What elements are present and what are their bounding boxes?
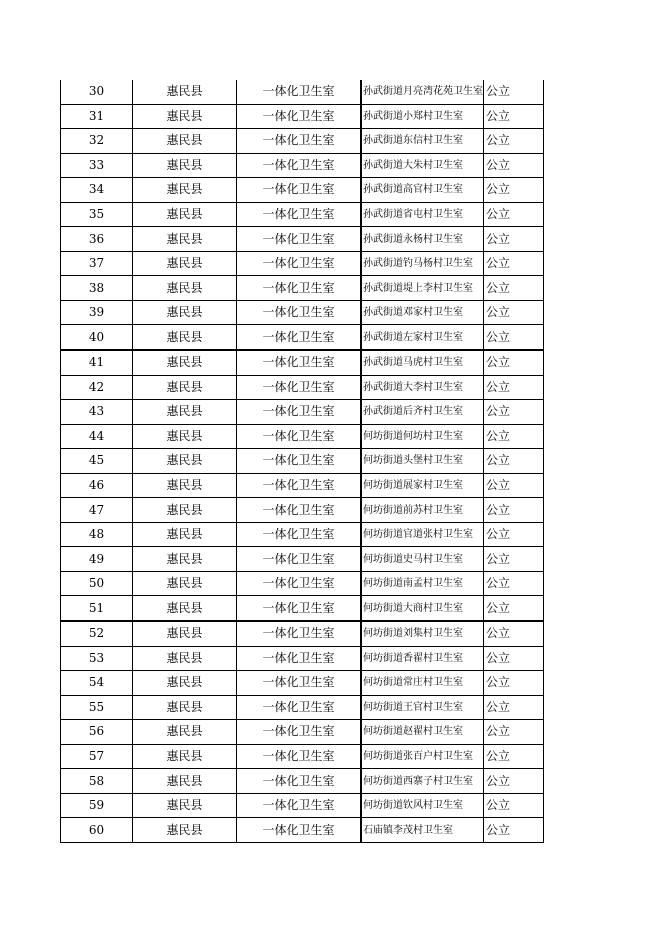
county-cell: 惠民县: [133, 227, 237, 252]
facility-type-cell: 一体化卫生室: [237, 104, 362, 129]
facility-type-cell: 一体化卫生室: [237, 350, 362, 375]
clinic-name-cell: 何坊街道史马村卫生室: [361, 547, 484, 572]
table-row: [61, 129, 544, 154]
row-number-cell: 55: [61, 695, 133, 720]
ownership-cell: 公立: [484, 375, 544, 400]
facility-type-cell: 一体化卫生室: [237, 596, 362, 621]
row-number-cell: 43: [61, 400, 133, 425]
county-cell: 惠民县: [133, 695, 237, 720]
facility-type-cell: 一体化卫生室: [237, 473, 362, 498]
ownership-cell: 公立: [484, 400, 544, 425]
county-cell: 惠民县: [133, 498, 237, 523]
facility-type-cell: 一体化卫生室: [237, 449, 362, 474]
ownership-cell: 公立: [484, 178, 544, 203]
ownership-cell: 公立: [484, 80, 544, 104]
clinic-name-cell: 何坊街道大商村卫生室: [361, 596, 484, 621]
table-row: [61, 300, 544, 325]
ownership-cell: 公立: [484, 547, 544, 572]
row-number-cell: 47: [61, 498, 133, 523]
facility-type-cell: 一体化卫生室: [237, 276, 362, 301]
row-number-cell: 48: [61, 522, 133, 547]
clinic-name-cell: 何坊街道王官村卫生室: [361, 695, 484, 720]
clinic-name-cell: 何坊街道刘集村卫生室: [361, 621, 484, 646]
county-cell: 惠民县: [133, 671, 237, 696]
ownership-cell: 公立: [484, 571, 544, 596]
clinic-name-cell: 孙武街道左家村卫生室: [361, 325, 484, 350]
table-row: [61, 400, 544, 425]
clinic-name-cell: 孙武街道后齐村卫生室: [361, 400, 484, 425]
row-number-cell: 32: [61, 129, 133, 154]
clinic-name-cell: 孙武街道东信村卫生室: [361, 129, 484, 154]
ownership-cell: 公立: [484, 720, 544, 745]
clinic-name-cell: 何坊街道头堡村卫生室: [361, 449, 484, 474]
row-number-cell: 37: [61, 251, 133, 276]
table-row: [61, 227, 544, 252]
ownership-cell: 公立: [484, 671, 544, 696]
facility-type-cell: 一体化卫生室: [237, 300, 362, 325]
clinic-name-cell: 孙武街道邓家村卫生室: [361, 300, 484, 325]
ownership-cell: 公立: [484, 424, 544, 449]
clinic-name-cell: 何坊街道张百户村卫生室: [361, 744, 484, 769]
ownership-cell: 公立: [484, 793, 544, 818]
ownership-cell: 公立: [484, 818, 544, 843]
facility-type-cell: 一体化卫生室: [237, 325, 362, 350]
table-row: [61, 547, 544, 572]
table-row: [61, 621, 544, 646]
ownership-cell: 公立: [484, 251, 544, 276]
row-number-cell: 34: [61, 178, 133, 203]
clinic-name-cell: 何坊街道赵翟村卫生室: [361, 720, 484, 745]
clinic-table: [60, 80, 544, 843]
ownership-cell: 公立: [484, 153, 544, 178]
facility-type-cell: 一体化卫生室: [237, 769, 362, 794]
clinic-name-cell: 何坊街道何坊村卫生室: [361, 424, 484, 449]
facility-type-cell: 一体化卫生室: [237, 671, 362, 696]
clinic-table-body: [61, 80, 544, 842]
county-cell: 惠民县: [133, 300, 237, 325]
ownership-cell: 公立: [484, 744, 544, 769]
facility-type-cell: 一体化卫生室: [237, 547, 362, 572]
county-cell: 惠民县: [133, 720, 237, 745]
county-cell: 惠民县: [133, 818, 237, 843]
table-row: [61, 178, 544, 203]
clinic-name-cell: 孙武街道堤上李村卫生室: [361, 276, 484, 301]
county-cell: 惠民县: [133, 350, 237, 375]
county-cell: 惠民县: [133, 251, 237, 276]
row-number-cell: 36: [61, 227, 133, 252]
facility-type-cell: 一体化卫生室: [237, 400, 362, 425]
clinic-name-cell: 孙武街道钓马杨村卫生室: [361, 251, 484, 276]
row-number-cell: 35: [61, 202, 133, 227]
county-cell: 惠民县: [133, 596, 237, 621]
county-cell: 惠民县: [133, 571, 237, 596]
row-number-cell: 49: [61, 547, 133, 572]
row-number-cell: 46: [61, 473, 133, 498]
county-cell: 惠民县: [133, 400, 237, 425]
county-cell: 惠民县: [133, 769, 237, 794]
ownership-cell: 公立: [484, 350, 544, 375]
clinic-name-cell: 孙武街道大李村卫生室: [361, 375, 484, 400]
facility-type-cell: 一体化卫生室: [237, 80, 362, 104]
row-number-cell: 60: [61, 818, 133, 843]
ownership-cell: 公立: [484, 227, 544, 252]
table-row: [61, 695, 544, 720]
clinic-name-cell: 孙武街道高官村卫生室: [361, 178, 484, 203]
county-cell: 惠民县: [133, 375, 237, 400]
county-cell: 惠民县: [133, 793, 237, 818]
facility-type-cell: 一体化卫生室: [237, 646, 362, 671]
clinic-name-cell: 何坊街道南孟村卫生室: [361, 571, 484, 596]
row-number-cell: 39: [61, 300, 133, 325]
ownership-cell: 公立: [484, 473, 544, 498]
table-row: [61, 202, 544, 227]
table-row: [61, 325, 544, 350]
ownership-cell: 公立: [484, 129, 544, 154]
row-number-cell: 58: [61, 769, 133, 794]
ownership-cell: 公立: [484, 449, 544, 474]
row-number-cell: 50: [61, 571, 133, 596]
ownership-cell: 公立: [484, 646, 544, 671]
ownership-cell: 公立: [484, 276, 544, 301]
clinic-name-cell: 孙武街道月亮湾花苑卫生室: [361, 80, 484, 104]
county-cell: 惠民县: [133, 80, 237, 104]
ownership-cell: 公立: [484, 769, 544, 794]
county-cell: 惠民县: [133, 129, 237, 154]
county-cell: 惠民县: [133, 202, 237, 227]
table-row: [61, 276, 544, 301]
row-number-cell: 51: [61, 596, 133, 621]
county-cell: 惠民县: [133, 522, 237, 547]
facility-type-cell: 一体化卫生室: [237, 571, 362, 596]
row-number-cell: 30: [61, 80, 133, 104]
table-row: [61, 571, 544, 596]
table-row: [61, 596, 544, 621]
facility-type-cell: 一体化卫生室: [237, 129, 362, 154]
county-cell: 惠民县: [133, 473, 237, 498]
clinic-name-cell: 孙武街道永杨村卫生室: [361, 227, 484, 252]
row-number-cell: 59: [61, 793, 133, 818]
table-row: [61, 522, 544, 547]
facility-type-cell: 一体化卫生室: [237, 375, 362, 400]
table-row: [61, 153, 544, 178]
row-number-cell: 41: [61, 350, 133, 375]
row-number-cell: 54: [61, 671, 133, 696]
table-row: [61, 449, 544, 474]
table-row: [61, 720, 544, 745]
county-cell: 惠民县: [133, 621, 237, 646]
row-number-cell: 53: [61, 646, 133, 671]
table-row: [61, 80, 544, 104]
row-number-cell: 57: [61, 744, 133, 769]
row-number-cell: 38: [61, 276, 133, 301]
table-row: [61, 350, 544, 375]
facility-type-cell: 一体化卫生室: [237, 744, 362, 769]
table-row: [61, 104, 544, 129]
county-cell: 惠民县: [133, 325, 237, 350]
county-cell: 惠民县: [133, 424, 237, 449]
facility-type-cell: 一体化卫生室: [237, 153, 362, 178]
clinic-name-cell: 石庙镇李茂村卫生室: [361, 818, 484, 843]
facility-type-cell: 一体化卫生室: [237, 202, 362, 227]
county-cell: 惠民县: [133, 449, 237, 474]
table-row: [61, 793, 544, 818]
row-number-cell: 52: [61, 621, 133, 646]
facility-type-cell: 一体化卫生室: [237, 695, 362, 720]
facility-type-cell: 一体化卫生室: [237, 178, 362, 203]
ownership-cell: 公立: [484, 104, 544, 129]
clinic-name-cell: 孙武街道大朱村卫生室: [361, 153, 484, 178]
ownership-cell: 公立: [484, 325, 544, 350]
ownership-cell: 公立: [484, 522, 544, 547]
facility-type-cell: 一体化卫生室: [237, 818, 362, 843]
row-number-cell: 40: [61, 325, 133, 350]
county-cell: 惠民县: [133, 547, 237, 572]
county-cell: 惠民县: [133, 646, 237, 671]
clinic-name-cell: 何坊街道钦风村卫生室: [361, 793, 484, 818]
facility-type-cell: 一体化卫生室: [237, 251, 362, 276]
clinic-name-cell: 何坊街道展家村卫生室: [361, 473, 484, 498]
county-cell: 惠民县: [133, 276, 237, 301]
table-row: [61, 251, 544, 276]
clinic-name-cell: 孙武街道小郑村卫生室: [361, 104, 484, 129]
facility-type-cell: 一体化卫生室: [237, 498, 362, 523]
ownership-cell: 公立: [484, 202, 544, 227]
facility-type-cell: 一体化卫生室: [237, 227, 362, 252]
ownership-cell: 公立: [484, 300, 544, 325]
table-row: [61, 646, 544, 671]
table-row: [61, 744, 544, 769]
table-row: [61, 818, 544, 843]
county-cell: 惠民县: [133, 178, 237, 203]
table-row: [61, 498, 544, 523]
table-row: [61, 424, 544, 449]
row-number-cell: 44: [61, 424, 133, 449]
table-row: [61, 375, 544, 400]
row-number-cell: 42: [61, 375, 133, 400]
county-cell: 惠民县: [133, 104, 237, 129]
clinic-name-cell: 何坊街道香翟村卫生室: [361, 646, 484, 671]
table-row: [61, 671, 544, 696]
clinic-name-cell: 孙武街道马虎村卫生室: [361, 350, 484, 375]
row-number-cell: 56: [61, 720, 133, 745]
ownership-cell: 公立: [484, 621, 544, 646]
clinic-name-cell: 孙武街道省屯村卫生室: [361, 202, 484, 227]
row-number-cell: 33: [61, 153, 133, 178]
county-cell: 惠民县: [133, 744, 237, 769]
clinic-name-cell: 何坊街道官道张村卫生室: [361, 522, 484, 547]
county-cell: 惠民县: [133, 153, 237, 178]
ownership-cell: 公立: [484, 695, 544, 720]
facility-type-cell: 一体化卫生室: [237, 424, 362, 449]
clinic-name-cell: 何坊街道常庄村卫生室: [361, 671, 484, 696]
ownership-cell: 公立: [484, 596, 544, 621]
row-number-cell: 31: [61, 104, 133, 129]
table-row: [61, 473, 544, 498]
facility-type-cell: 一体化卫生室: [237, 522, 362, 547]
clinic-name-cell: 何坊街道西寨子村卫生室: [361, 769, 484, 794]
clinic-name-cell: 何坊街道前苏村卫生室: [361, 498, 484, 523]
facility-type-cell: 一体化卫生室: [237, 793, 362, 818]
table-row: [61, 769, 544, 794]
row-number-cell: 45: [61, 449, 133, 474]
ownership-cell: 公立: [484, 498, 544, 523]
facility-type-cell: 一体化卫生室: [237, 621, 362, 646]
facility-type-cell: 一体化卫生室: [237, 720, 362, 745]
